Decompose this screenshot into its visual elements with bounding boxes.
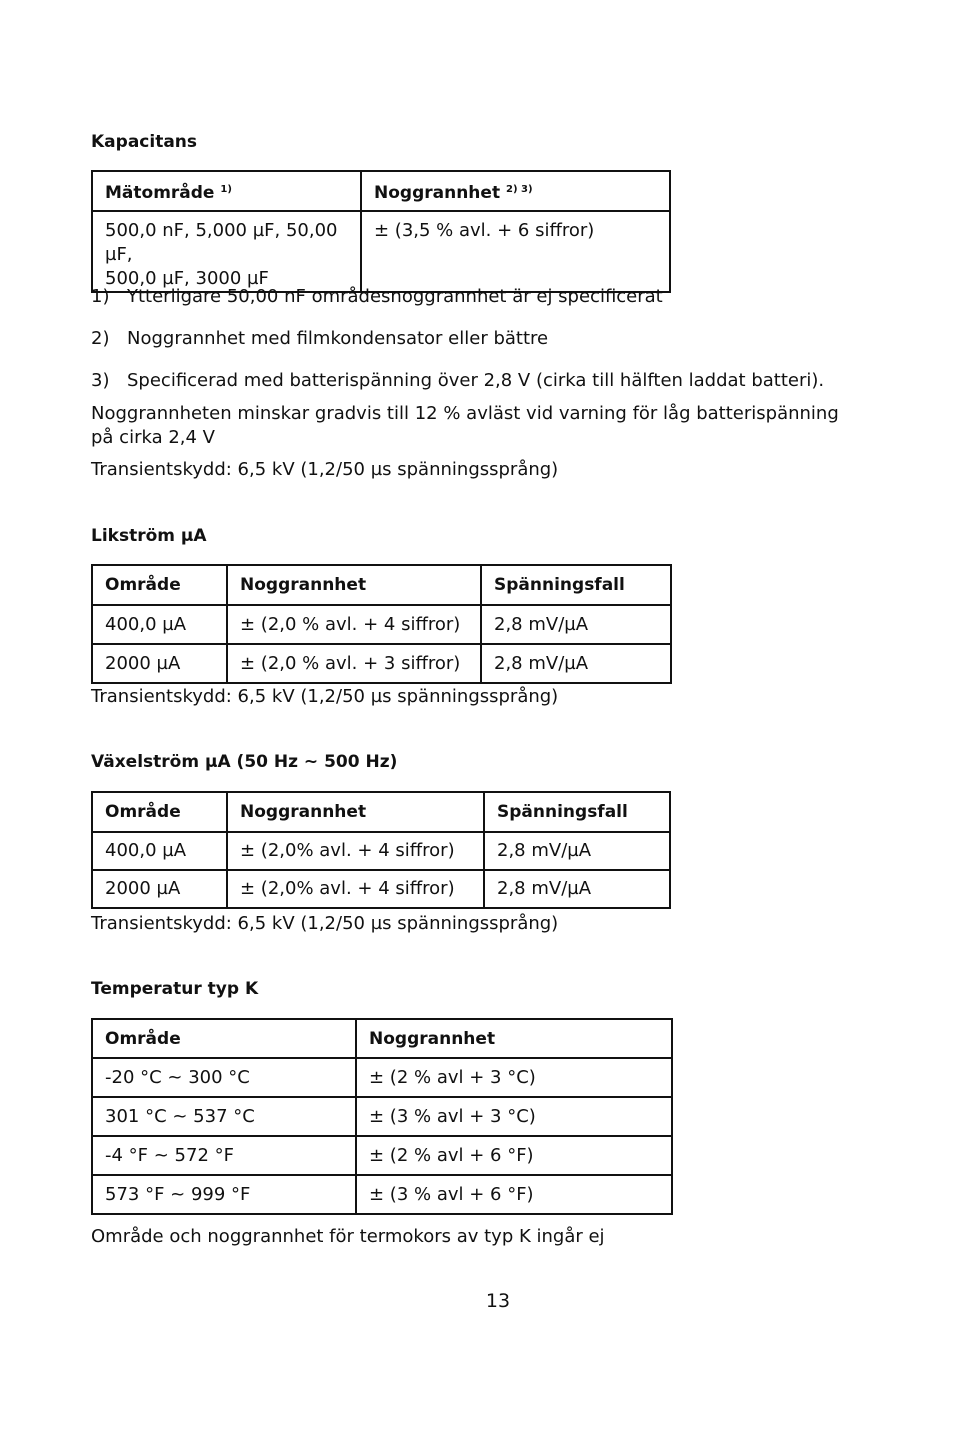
ac-ua-heading: Växelström µA (50 Hz ~ 500 Hz) bbox=[91, 752, 398, 772]
footnote-2: 2) Noggrannhet med filmkondensator eller bättre bbox=[91, 328, 549, 349]
table-cell: 500,0 nF, 5,000 µF, 50,00 µF, 500,0 µF, 3000 µF bbox=[92, 211, 361, 292]
table-row bbox=[92, 1058, 672, 1097]
table-header-row bbox=[92, 171, 670, 211]
thermocouple-note: Område och noggrannhet för termokors av typ K ingår ej bbox=[91, 1226, 605, 1247]
table-row bbox=[92, 644, 671, 683]
column-header: Område bbox=[92, 1019, 356, 1058]
ac-ua-table bbox=[91, 791, 671, 909]
table-cell: 573 °F ~ 999 °F bbox=[92, 1175, 356, 1214]
column-header: Noggrannhet bbox=[356, 1019, 672, 1058]
table-cell: 400,0 µA bbox=[92, 832, 227, 870]
column-header: Mätområde $^{1)}$ bbox=[92, 171, 361, 211]
table-cell: ± (2,0 % avl. + 4 siffror) bbox=[227, 605, 481, 644]
capacitance-heading: Kapacitans bbox=[91, 132, 198, 152]
column-header: Noggrannhet $^{2) 3)}$ bbox=[361, 171, 670, 211]
column-header: Område bbox=[92, 565, 227, 605]
capacitance-table bbox=[91, 170, 671, 293]
table-cell: 400,0 µA bbox=[92, 605, 227, 644]
table-header-row bbox=[92, 565, 671, 605]
transient-note: Transientskydd: 6,5 kV (1,2/50 µs spänningssprång) bbox=[91, 913, 559, 934]
dc-ua-table bbox=[91, 564, 672, 684]
table-row bbox=[92, 870, 670, 908]
column-header: Spänningsfall bbox=[484, 792, 670, 832]
table-cell: ± (2,0% avl. + 4 siffror) bbox=[227, 870, 484, 908]
table-cell: 2,8 mV/µA bbox=[484, 832, 670, 870]
table-header-row bbox=[92, 792, 670, 832]
table-cell: ± (2 % avl + 6 °F) bbox=[356, 1136, 672, 1175]
table-cell: 2000 µA bbox=[92, 870, 227, 908]
table-cell: 2,8 mV/µA bbox=[481, 605, 671, 644]
page-number: 13 bbox=[485, 1290, 511, 1312]
table-cell: -20 °C ~ 300 °C bbox=[92, 1058, 356, 1097]
table-cell: ± (3,5 % avl. + 6 siffror) bbox=[361, 211, 670, 292]
table-cell: -4 °F ~ 572 °F bbox=[92, 1136, 356, 1175]
table-cell: ± (2,0 % avl. + 3 siffror) bbox=[227, 644, 481, 683]
column-header: Noggrannhet bbox=[227, 792, 484, 832]
dc-ua-heading: Likström µA bbox=[91, 526, 207, 546]
table-cell: ± (2 % avl + 3 °C) bbox=[356, 1058, 672, 1097]
battery-note: Noggrannheten minskar gradvis till 12 % avläst vid varning för låg batterispänning på cirka 2,4 V bbox=[91, 403, 839, 448]
temperature-heading: Temperatur typ K bbox=[91, 979, 259, 999]
table-cell: 2,8 mV/µA bbox=[484, 870, 670, 908]
table-row bbox=[92, 832, 670, 870]
table-cell: ± (3 % avl + 6 °F) bbox=[356, 1175, 672, 1214]
table-header-row bbox=[92, 1019, 672, 1058]
column-header: Noggrannhet bbox=[227, 565, 481, 605]
footnote-3: 3) Specificerad med batterispänning över 2,8 V (cirka till hälften laddat batteri). bbox=[91, 370, 825, 391]
column-header: Spänningsfall bbox=[481, 565, 671, 605]
transient-note: Transientskydd: 6,5 kV (1,2/50 µs spänningssprång) bbox=[91, 686, 559, 707]
table-cell: 2000 µA bbox=[92, 644, 227, 683]
table-cell: 301 °C ~ 537 °C bbox=[92, 1097, 356, 1136]
table-cell: ± (3 % avl + 3 °C) bbox=[356, 1097, 672, 1136]
footnote-1: 1) Ytterligare 50,00 nF områdesnoggrannhet är ej specificerat bbox=[91, 286, 663, 307]
column-header: Område bbox=[92, 792, 227, 832]
transient-note: Transientskydd: 6,5 kV (1,2/50 µs spänningssprång) bbox=[91, 459, 559, 480]
table-row bbox=[92, 1097, 672, 1136]
table-cell: ± (2,0% avl. + 4 siffror) bbox=[227, 832, 484, 870]
table-row bbox=[92, 1175, 672, 1214]
table-row bbox=[92, 211, 670, 292]
table-cell: 2,8 mV/µA bbox=[481, 644, 671, 683]
temperature-table bbox=[91, 1018, 673, 1215]
table-row bbox=[92, 605, 671, 644]
table-row bbox=[92, 1136, 672, 1175]
